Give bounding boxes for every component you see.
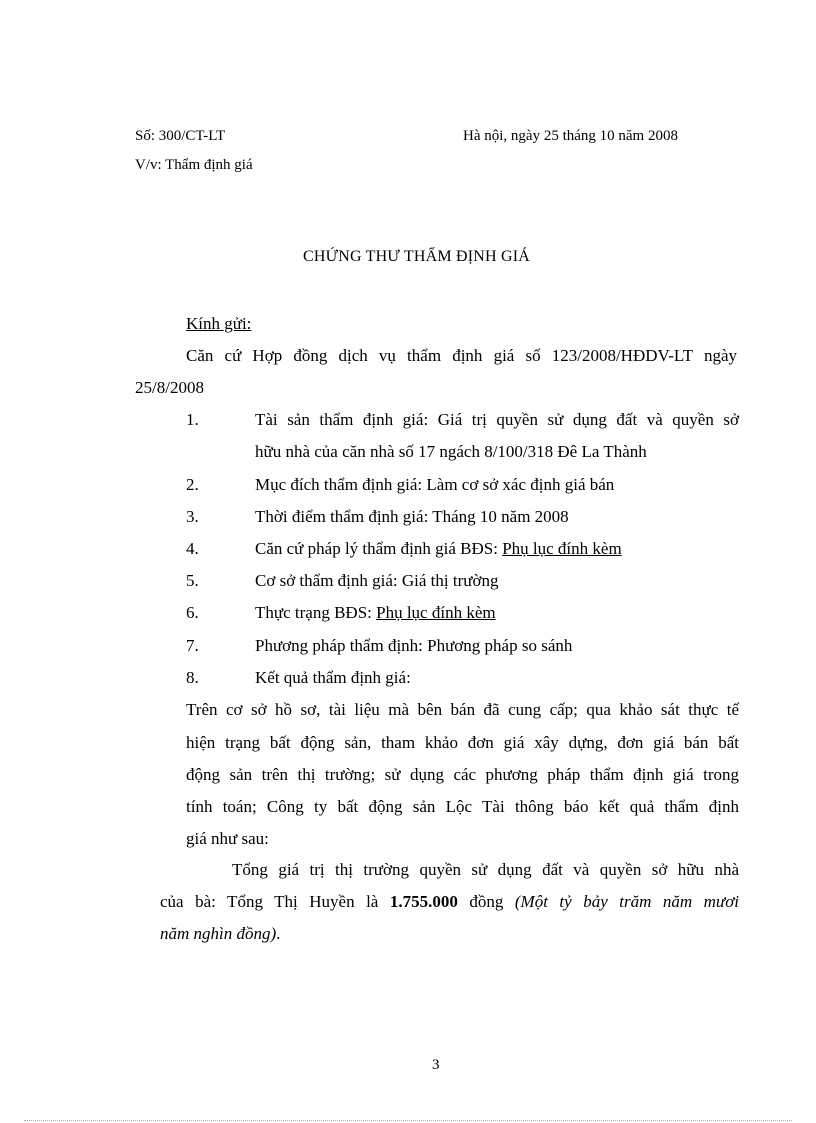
conclusion-owner: của bà: Tổng Thị Huyền là [160, 892, 390, 911]
list-item-text: Kết quả thẩm định giá: [255, 668, 411, 687]
amount-unit: đồng [457, 892, 515, 911]
basis-line-1: Căn cứ Hợp đồng dịch vụ thẩm định giá số 123/2008/HĐDV-LT ngày [186, 346, 737, 365]
amount-in-words-cont: năm nghìn đồng) [160, 924, 277, 943]
list-item-text: Cơ sở thẩm định giá: Giá thị trường [255, 571, 499, 590]
list-number: 1. [186, 410, 199, 429]
list-item-text: Tài sản thẩm định giá: Giá trị quyền sử dụng đất và quyền sở [255, 410, 739, 429]
list-number: 2. [186, 475, 199, 494]
list-item-text: Phương pháp thẩm định: Phương pháp so sánh [255, 636, 573, 655]
greeting: Kính gửi: [186, 314, 252, 333]
conclusion-line-3 [160, 924, 280, 944]
list-item-text: hữu nhà của căn nhà số 17 ngách 8/100/318 Đê La Thành [255, 442, 647, 461]
list-number: 5. [186, 571, 199, 590]
place-date: Hà nội, ngày 25 tháng 10 năm 2008 [463, 128, 678, 144]
appraised-amount: 1.755.000 [389, 892, 458, 911]
result-paragraph-line: tính toán; Công ty bất động sản Lộc Tài thông báo kết quả thẩm định [186, 797, 739, 816]
appendix-link: Phụ lục đính kèm [502, 539, 622, 558]
document-number: Số: 300/CT-LT [135, 128, 226, 144]
list-number: 7. [186, 636, 199, 655]
page-bottom-divider [24, 1120, 792, 1121]
page-number: 3 [432, 1057, 440, 1073]
basis-line-2: 25/8/2008 [135, 378, 204, 397]
appendix-link: Phụ lục đính kèm [376, 603, 496, 622]
list-number: 6. [186, 603, 199, 622]
list-item-text [255, 603, 496, 623]
result-paragraph-line: giá như sau: [186, 829, 269, 848]
list-number: 3. [186, 507, 199, 526]
list-number: 8. [186, 668, 199, 687]
conclusion-line-2 [160, 892, 739, 912]
result-paragraph-line: động sản trên thị trường; sử dụng các phương pháp thẩm định giá trong [186, 765, 739, 784]
list-number: 4. [186, 539, 199, 558]
list-item-label: Căn cứ pháp lý thẩm định giá BĐS: [255, 539, 503, 558]
result-paragraph-line: hiện trạng bất động sản, tham khảo đơn giá xây dựng, đơn giá bán bất [186, 733, 739, 752]
list-item-label: Thực trạng BĐS: [255, 603, 377, 622]
document-title: CHỨNG THƯ THẨM ĐỊNH GIÁ [303, 248, 531, 265]
list-item-text: Mục đích thẩm định giá: Làm cơ sở xác định giá bán [255, 475, 615, 494]
document-subject: V/v: Thẩm định giá [135, 157, 253, 173]
list-item-text [255, 539, 622, 559]
amount-in-words: (Một tỷ bảy trăm năm mươi [514, 892, 739, 911]
period: . [276, 924, 281, 943]
list-item-text: Thời điểm thẩm định giá: Tháng 10 năm 2008 [255, 507, 569, 526]
result-paragraph-line: Trên cơ sở hồ sơ, tài liệu mà bên bán đã cung cấp; qua khảo sát thực tế [186, 700, 739, 719]
conclusion-line-1: Tổng giá trị thị trường quyền sử dụng đất và quyền sở hữu nhà [232, 860, 739, 879]
